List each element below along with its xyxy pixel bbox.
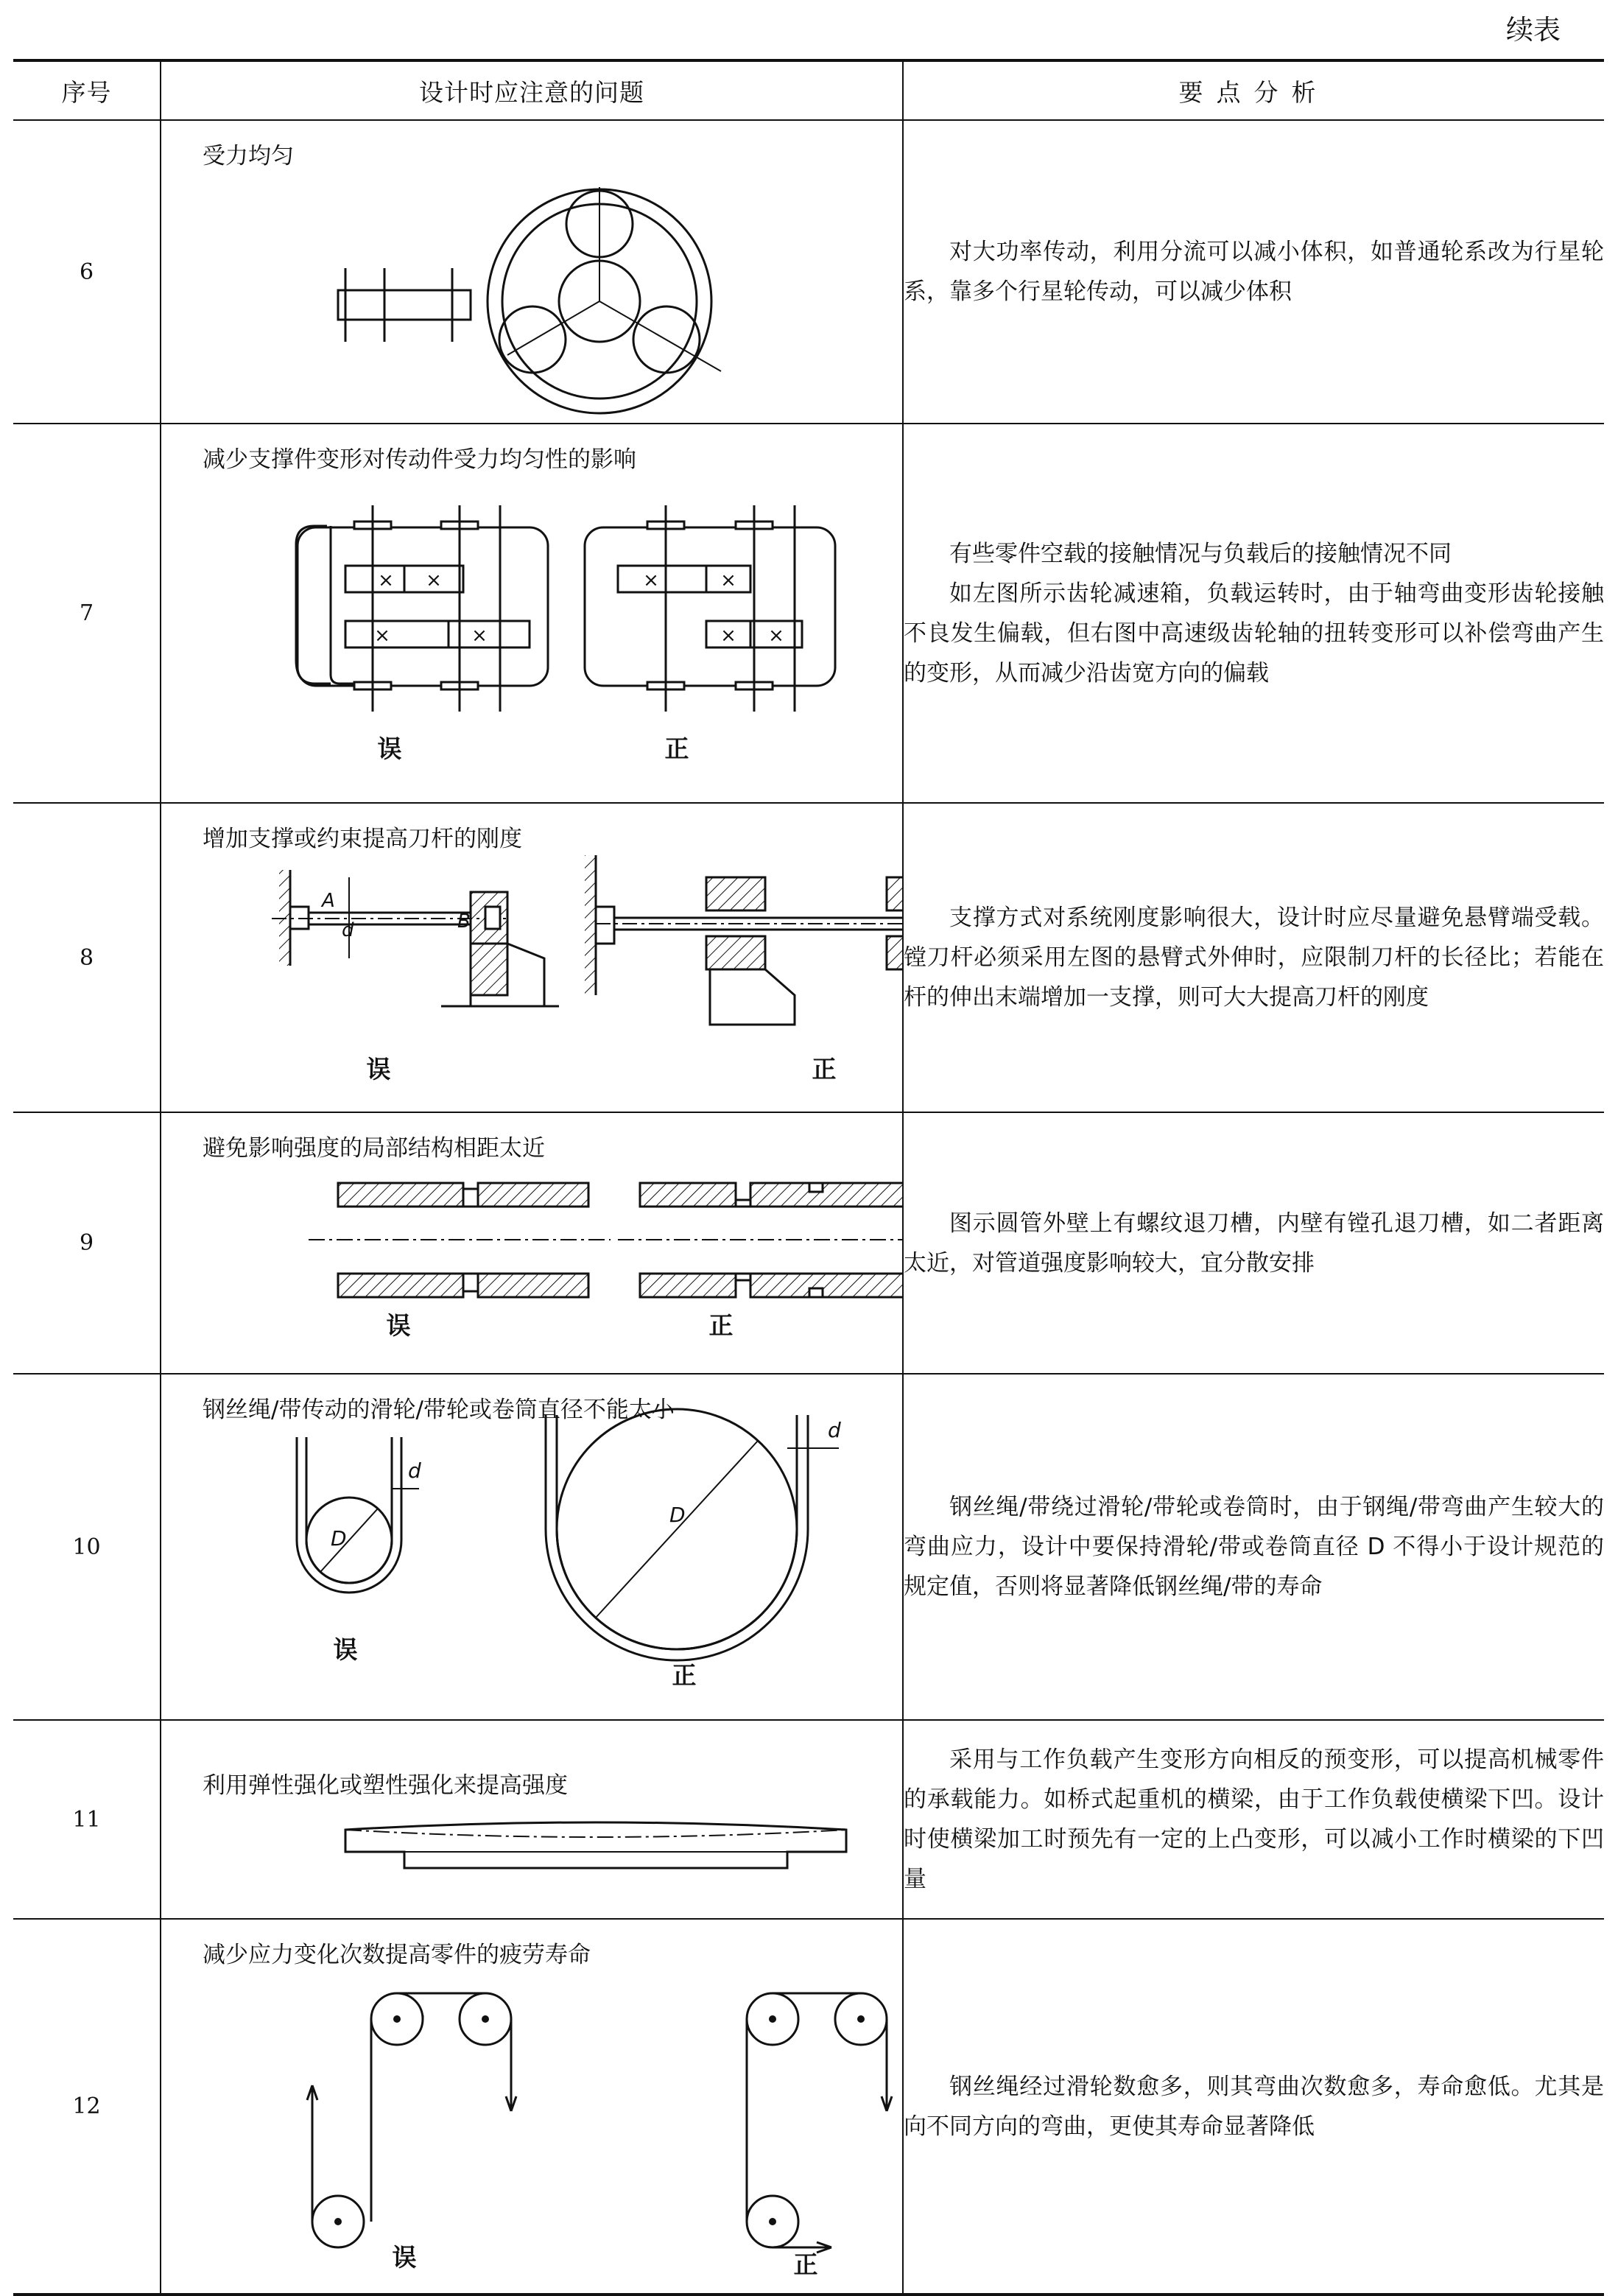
table-header-row — [13, 60, 1604, 120]
svg-text:×: × — [374, 625, 390, 647]
issue-cell — [161, 120, 903, 424]
svg-text:×: × — [426, 569, 442, 591]
table-row-10 — [13, 1374, 1604, 1720]
row-number: 9 — [13, 1112, 161, 1374]
issue-cell — [161, 803, 903, 1112]
label-rope-d-wrong: d — [408, 1458, 421, 1483]
analysis-cell — [903, 1374, 1604, 1720]
table-row-7 — [13, 424, 1604, 803]
label-small-d: D — [331, 1526, 347, 1551]
label-a: A — [322, 890, 335, 912]
row-number: 12 — [13, 1919, 161, 2295]
issue-cell — [161, 1720, 903, 1919]
svg-text:×: × — [768, 625, 784, 647]
wrong-label: 误 — [366, 1055, 391, 1084]
analysis-paragraph: 钢丝绳经过滑轮数愈多，则其弯曲次数愈多，寿命愈低。尤其是向不同方向的弯曲，更使其寿命显著降低 — [904, 2073, 1604, 2140]
analysis-paragraph: 如左图所示齿轮减速箱，负载运转时，由于轴弯曲变形齿轮接触不良发生偏载，但右图中高速级齿轮轴的扭转变形可以补偿弯曲产生的变形，从而减少沿齿宽方向的偏载 — [904, 580, 1604, 687]
analysis-cell — [903, 803, 1604, 1112]
svg-text:×: × — [378, 569, 394, 591]
analysis-cell — [903, 1720, 1604, 1919]
analysis-paragraph: 有些零件空载的接触情况与负载后的接触情况不同 — [949, 540, 1452, 567]
planetary-gear-figure — [161, 121, 904, 424]
issue-cell — [161, 1919, 903, 2295]
label-b: B — [457, 910, 471, 933]
table-row-9 — [13, 1112, 1604, 1374]
issue-title: 减少支撑件变形对传动件受力均匀性的影响 — [203, 446, 636, 473]
analysis-paragraph: 钢丝绳/带绕过滑轮/带轮或卷筒时，由于钢绳/带弯曲产生较大的弯曲应力，设计中要保持滑轮/带或卷筒直径 D 不得小于设计规范的规定值，否则将显著降低钢丝绳/带的寿命 — [904, 1494, 1604, 1600]
rope-bending-figure — [161, 1920, 904, 2295]
right-label: 正 — [664, 734, 689, 763]
pulley-diameter-figure — [161, 1375, 904, 1721]
label-rope-d-right: d — [828, 1418, 841, 1442]
issue-title: 受力均匀 — [203, 143, 294, 169]
issue-title: 减少应力变化次数提高零件的疲劳寿命 — [203, 1942, 591, 1968]
right-label: 正 — [812, 1055, 837, 1084]
issue-title: 钢丝绳/带传动的滑轮/带轮或卷筒直径不能太小 — [203, 1397, 675, 1423]
svg-text:×: × — [720, 625, 736, 647]
right-label: 正 — [793, 2250, 818, 2279]
analysis-cell — [903, 1919, 1604, 2295]
analysis-paragraph: 支撑方式对系统刚度影响很大，设计时应尽量避免悬臂端受载。镗刀杆必须采用左图的悬臂式外伸时，应限制刀杆的长径比；若能在杆的伸出末端增加一支撑，则可大大提高刀杆的刚度 — [904, 905, 1604, 1011]
label-large-d: D — [669, 1503, 686, 1527]
analysis-cell — [903, 1112, 1604, 1374]
table-row-6 — [13, 120, 1604, 424]
table-row-8 — [13, 803, 1604, 1112]
design-considerations-table — [13, 59, 1604, 2296]
issue-title: 利用弹性强化或塑性强化来提高强度 — [203, 1772, 568, 1799]
right-label: 正 — [672, 1661, 697, 1690]
boring-bar-figure — [161, 804, 904, 1113]
pipe-groove-figure — [161, 1113, 904, 1375]
svg-text:×: × — [720, 569, 736, 591]
wrong-label: 误 — [386, 1311, 411, 1340]
wrong-label: 误 — [333, 1635, 358, 1664]
issue-cell — [161, 424, 903, 803]
beam-precamber-figure — [161, 1721, 904, 1920]
analysis-paragraph: 对大功率传动，利用分流可以减小体积，如普通轮系改为行星轮系，靠多个行星轮传动，可以减少体积 — [904, 239, 1604, 305]
row-number: 10 — [13, 1374, 161, 1720]
analysis-paragraph: 采用与工作负载产生变形方向相反的预变形，可以提高机械零件的承载能力。如桥式起重机的横梁，由于工作负载使横梁下凹。设计时使横梁加工时预先有一定的上凸变形，可以减小工作时横梁的下凹量 — [904, 1746, 1604, 1892]
wrong-label: 误 — [377, 734, 402, 763]
svg-text:×: × — [643, 569, 659, 591]
issue-title: 避免影响强度的局部结构相距太近 — [203, 1135, 545, 1162]
issue-cell — [161, 1112, 903, 1374]
row-number: 8 — [13, 803, 161, 1112]
issue-cell — [161, 1374, 903, 1720]
issue-title: 增加支撑或约束提高刀杆的刚度 — [203, 826, 522, 852]
analysis-cell — [903, 424, 1604, 803]
analysis-paragraph: 图示圆管外壁上有螺纹退刀槽，内壁有镗孔退刀槽，如二者距离太近，对管道强度影响较大，宜分散安排 — [904, 1210, 1604, 1277]
row-number: 7 — [13, 424, 161, 803]
analysis-cell — [903, 120, 1604, 424]
row-number: 11 — [13, 1720, 161, 1919]
row-number: 6 — [13, 120, 161, 424]
header-issue: 设计时应注意的问题 — [161, 60, 903, 120]
continued-label: 续表 — [1506, 14, 1561, 46]
svg-text:×: × — [471, 625, 488, 647]
header-analysis: 要点分析 — [903, 60, 1604, 120]
header-no: 序号 — [13, 60, 161, 120]
table-row-11 — [13, 1720, 1604, 1919]
gear-reducer-figure — [161, 424, 904, 804]
wrong-label: 误 — [392, 2243, 417, 2272]
right-label: 正 — [708, 1311, 734, 1340]
table-row-12 — [13, 1919, 1604, 2295]
label-d: d — [342, 919, 354, 941]
